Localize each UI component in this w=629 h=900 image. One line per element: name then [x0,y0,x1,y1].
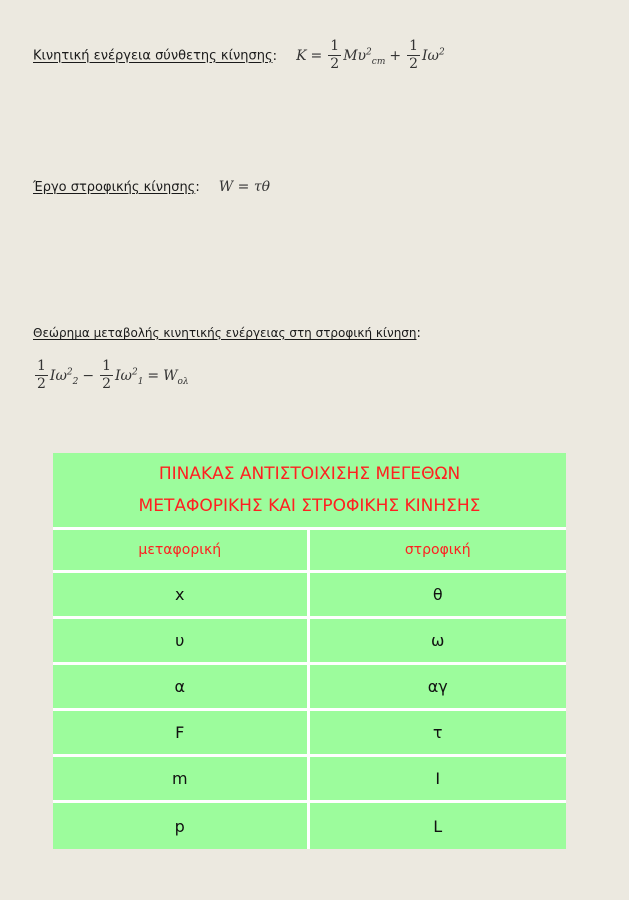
column-header-rotational: στροφική [310,530,567,573]
table-row [53,711,566,757]
fraction-denominator: 2 [409,56,419,72]
theorem-label: Θεώρημα μεταβολής κινητικής ενέργειας στη στροφική κίνηση [33,326,417,340]
formula-term: Iω [49,367,67,384]
formula-superscript: 2 [366,46,372,57]
translational-cell: x [53,573,310,619]
rotational-cell: ω [310,619,567,665]
rotational-work-label: Έργο στροφικής κίνησης [33,180,196,195]
formula-fraction [100,358,113,393]
fraction-numerator: 1 [102,358,111,374]
rotational-work-formula: W = τθ [218,179,270,195]
table-row [53,619,566,665]
table-title-line-1: ΠΙΝΑΚΑΣ ΑΝΤΙΣΤΟΙΧΙΣΗΣ ΜΕΓΕΘΩΝ [158,464,461,484]
theorem-colon: : [416,326,421,341]
formula-symbol: W [163,367,178,384]
formula-fraction [328,38,341,73]
formula-subscript: cm [371,56,386,67]
formula-term: Iω [422,47,439,64]
fraction-numerator: 1 [330,38,340,54]
translational-cell: α [53,665,310,711]
correspondence-table [53,453,566,849]
translational-cell: F [53,711,310,757]
table-title-line-2: ΜΕΤΑΦΟΡΙΚΗΣ ΚΑΙ ΣΤΡΟΦΙΚΗΣ ΚΙΝΗΣΗΣ [138,496,481,516]
formula-subscript: 2 [72,376,79,387]
kinetic-energy-line [33,38,445,73]
correspondence-table-grid [53,453,566,849]
fraction-numerator: 1 [37,358,46,374]
formula-operator: = [147,367,160,384]
rotational-cell: θ [310,573,567,619]
rotational-cell: I [310,757,567,803]
table-row [53,757,566,803]
table-row [53,573,566,619]
translational-cell: m [53,757,310,803]
formula-fraction [35,358,48,393]
formula-superscript: 2 [131,366,138,377]
rotational-work-line [33,176,270,195]
fraction-numerator: 1 [409,38,419,54]
table-row [53,803,566,849]
table-row [53,665,566,711]
rotational-cell: L [310,803,567,849]
formula-subscript: 1 [137,376,144,387]
kinetic-energy-colon: : [272,48,277,64]
theorem-formula-line [33,358,189,393]
fraction-denominator: 2 [102,376,111,392]
kinetic-energy-label: Κινητική ενέργεια σύνθετης κίνησης [33,48,273,64]
formula-operator: = [310,47,323,64]
translational-cell: p [53,803,310,849]
table-title [53,453,566,530]
column-header-translational: μεταφορική [53,530,310,573]
formula-subscript: ολ [177,376,189,387]
rotational-cell: τ [310,711,567,757]
formula-operator: − [82,367,95,384]
kinetic-energy-formula [296,38,445,72]
formula-fraction [407,38,420,73]
fraction-denominator: 2 [37,376,46,392]
rotational-work-colon: : [195,180,200,195]
formula-operator: + [389,47,402,64]
translational-cell: υ [53,619,310,665]
formula-superscript: 2 [66,366,73,377]
theorem-line [33,322,435,341]
formula-term: Mυ [343,47,367,64]
theorem-formula [33,358,189,392]
fraction-denominator: 2 [330,56,340,72]
formula-superscript: 2 [438,46,445,57]
rotational-cell: αγ [310,665,567,711]
formula-term: Iω [115,367,132,384]
formula-symbol: K [296,47,307,64]
